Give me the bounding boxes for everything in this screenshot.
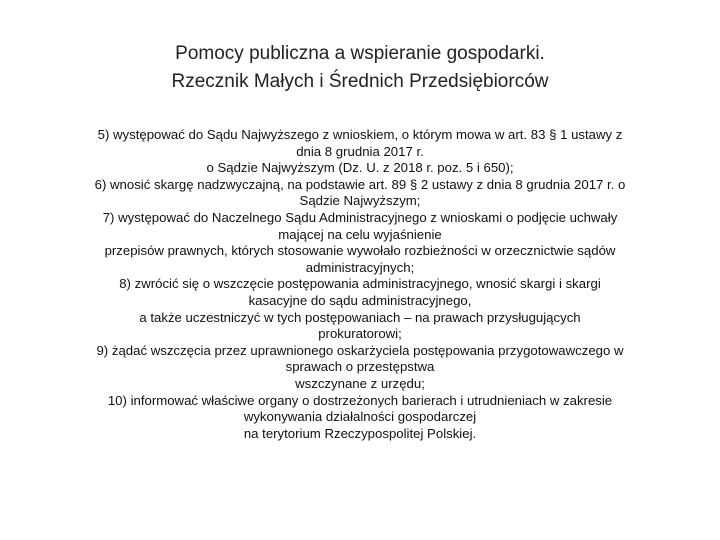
body-line: a także uczestniczyć w tych postępowaniach – na prawach przysługujących [139, 309, 581, 325]
body-line: na terytorium Rzeczypospolitej Polskiej. [243, 425, 477, 441]
slide-body-text [38, 127, 682, 442]
body-line: administracyjnych; [305, 259, 415, 275]
body-line: wykonywania działalności gospodarczej [243, 409, 477, 425]
body-line: wszczynane z urzędu; [295, 375, 425, 391]
body-line: prokuratorowi; [318, 326, 402, 342]
body-line: sprawach o przestępstwa [285, 359, 435, 375]
body-line: 9) żądać wszczęcia przez uprawnionego oskarżyciela postępowania przygotowawczego w [96, 342, 624, 358]
title-line-2: Rzecznik Małych i Średnich Przedsiębiorców [171, 71, 549, 92]
body-line: o Sądzie Najwyższym (Dz. U. z 2018 r. poz. 5 i 650); [206, 160, 514, 176]
body-line: 7) występować do Naczelnego Sądu Administracyjnego z wnioskami o podjęcie uchwały [102, 209, 618, 225]
body-line: 5) występować do Sądu Najwyższego z wnioskiem, o którym mowa w art. 83 § 1 ustawy z [97, 127, 623, 142]
body-line: dnia 8 grudnia 2017 r. [296, 143, 424, 159]
body-line: mającej na celu wyjaśnienie [278, 226, 442, 242]
title-line-1: Pomocy publiczna a wspieranie gospodarki. [175, 43, 545, 64]
body-line: przepisów prawnych, których stosowanie wywołało rozbieżności w orzecznictwie sądów [104, 243, 616, 259]
body-line: kasacyjne do sądu administracyjnego, [248, 292, 472, 308]
body-line: Sądzie Najwyższym; [299, 193, 421, 209]
body-line: 6) wnosić skargę nadzwyczajną, na podstawie art. 89 § 2 ustawy z dnia 8 grudnia 2017 r. o [94, 176, 626, 192]
slide-title [40, 40, 680, 96]
body-line: 10) informować właściwe organy o dostrzeżonych barierach i utrudnieniach w zakresie [107, 392, 613, 408]
body-line: 8) zwrócić się o wszczęcie postępowania administracyjnego, wnosić skargi i skargi [119, 276, 601, 292]
